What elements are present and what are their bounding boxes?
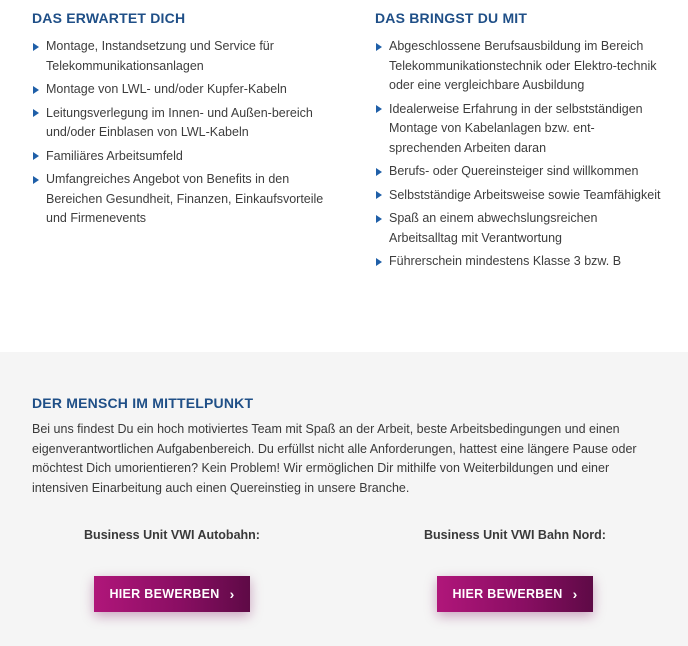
list-item — [32, 80, 332, 100]
list-item — [375, 162, 665, 182]
bullet-arrow-icon — [376, 168, 382, 176]
list-item-text: Führerschein mindestens Klasse 3 bzw. B — [389, 254, 622, 269]
list-item-text: Umfangreiches Angebot von Benefits in den Bereichen Gesundheit, Finanzen, Einkaufsvorteile und Firmenevents — [46, 172, 324, 226]
list-item — [32, 37, 332, 76]
list-item-text: Montage, Instandsetzung und Service für Telekommunikationsanlagen — [46, 39, 274, 73]
bullet-arrow-icon — [376, 43, 382, 51]
apply-button-autobahn[interactable] — [94, 576, 250, 612]
bullet-arrow-icon — [376, 105, 382, 113]
bullet-arrow-icon — [33, 43, 39, 51]
list-item-text: Leitungsverlegung im Innen- und Außen-bereich und/oder Einblasen von LWL-Kabeln — [46, 105, 313, 140]
expect-list — [32, 37, 332, 229]
list-item — [375, 100, 665, 159]
unit-autobahn-title: Business Unit VWI Autobahn: — [84, 528, 260, 542]
chevron-right-icon: › — [572, 586, 578, 602]
list-item — [375, 252, 665, 272]
bring-list — [375, 37, 665, 272]
bullet-arrow-icon — [33, 176, 39, 184]
bullet-arrow-icon — [33, 109, 39, 117]
list-item — [375, 209, 665, 248]
list-item — [32, 170, 332, 229]
expect-heading: DAS ERWARTET DICH — [32, 10, 186, 26]
list-item-text: Selbstständige Arbeitsweise sowie Teamfähigkeit — [389, 187, 661, 202]
bullet-arrow-icon — [376, 191, 382, 199]
list-item-text: Idealerweise Erfahrung in der selbstständigen Montage von Kabelanlagen bzw. ent-sprechenden Arbeiten daran — [389, 101, 643, 155]
unit-bahn-nord-title: Business Unit VWI Bahn Nord: — [424, 528, 606, 542]
apply-button-label: HIER BEWERBEN — [109, 587, 220, 601]
apply-button-bahn-nord[interactable] — [437, 576, 593, 612]
bullet-arrow-icon — [376, 215, 382, 223]
chevron-right-icon: › — [229, 586, 235, 602]
list-item — [32, 104, 332, 143]
list-item — [375, 37, 665, 96]
list-item-text: Familiäres Arbeitsumfeld — [46, 148, 183, 163]
people-section — [0, 352, 688, 646]
list-item — [375, 186, 665, 206]
list-item-text: Abgeschlossene Berufsausbildung im Bereich Telekommunikationstechnik oder Elektro-technik oder eine vergleichbare Ausbildung — [389, 39, 657, 93]
list-item-text: Montage von LWL- und/oder Kupfer-Kabeln — [46, 82, 287, 97]
bullet-arrow-icon — [33, 86, 39, 94]
bring-heading: DAS BRINGST DU MIT — [375, 10, 528, 26]
bring-column — [375, 10, 665, 276]
bullet-arrow-icon — [33, 152, 39, 160]
expect-column — [32, 10, 332, 233]
list-item — [32, 147, 332, 167]
apply-button-label: HIER BEWERBEN — [452, 587, 563, 601]
bullet-arrow-icon — [376, 258, 382, 266]
list-item-text: Spaß an einem abwechslungsreichen Arbeitsalltag mit Verantwortung — [389, 211, 598, 245]
list-item-text: Berufs- oder Quereinsteiger sind willkommen — [389, 164, 639, 179]
people-intro-text: Bei uns findest Du ein hoch motiviertes Team mit Spaß an der Arbeit, beste Arbeitsbedingungen und einen eigenverantwortlichen Aufgabenbereich. Du erfüllst nicht alle Anforderungen, hattest eine längere Pause oder möchtest Dich umorientieren? Kein Problem! Wir ermöglichen Dir mithilfe von Weiterbildungen und einer intensiven Einarbeitung auch einen Quereinstieg in unsere Branche. — [32, 422, 637, 495]
people-heading: DER MENSCH IM MITTELPUNKT — [32, 395, 254, 411]
